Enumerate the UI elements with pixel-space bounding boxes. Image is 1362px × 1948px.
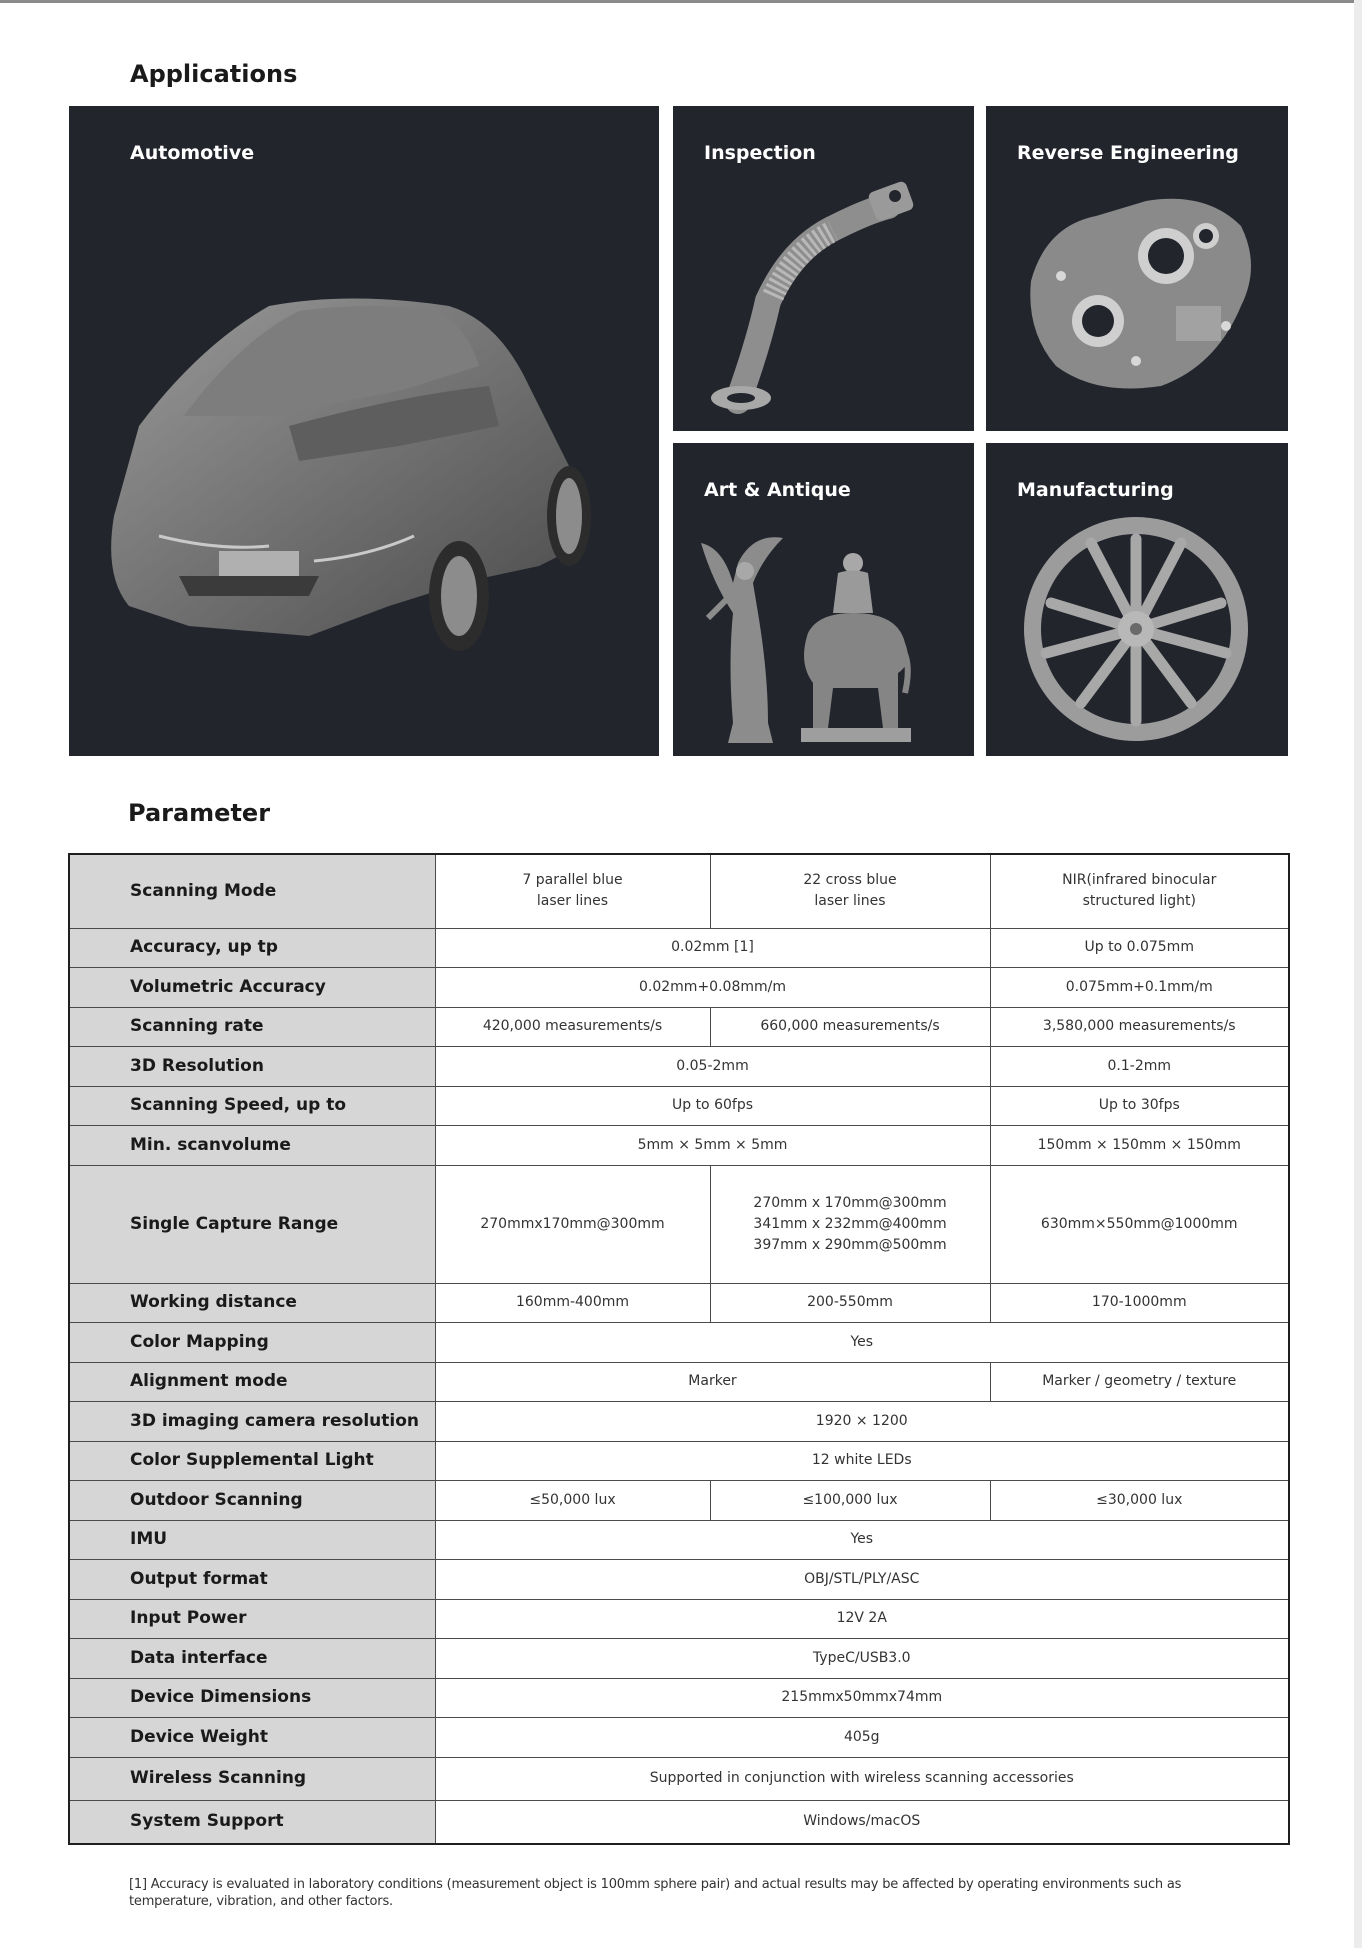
table-row bbox=[69, 1402, 1289, 1442]
param-value: 170-1000mm bbox=[990, 1283, 1289, 1323]
param-value: 3,580,000 measurements/s bbox=[990, 1007, 1289, 1047]
table-row bbox=[69, 1126, 1289, 1166]
statues-scan-image bbox=[673, 443, 974, 756]
table-row bbox=[69, 1441, 1289, 1481]
param-name: IMU bbox=[69, 1520, 435, 1560]
param-name: Input Power bbox=[69, 1599, 435, 1639]
param-value: 215mmx50mmx74mm bbox=[435, 1678, 1289, 1718]
param-name: System Support bbox=[69, 1800, 435, 1844]
param-value: Yes bbox=[435, 1520, 1289, 1560]
top-border bbox=[0, 0, 1354, 3]
param-value: 1920 × 1200 bbox=[435, 1402, 1289, 1442]
param-value: Up to 30fps bbox=[990, 1086, 1289, 1126]
param-name: Volumetric Accuracy bbox=[69, 968, 435, 1008]
table-row bbox=[69, 854, 1289, 928]
param-value: 150mm × 150mm × 150mm bbox=[990, 1126, 1289, 1166]
param-value: Yes bbox=[435, 1323, 1289, 1363]
param-value: 12 white LEDs bbox=[435, 1441, 1289, 1481]
param-name: 3D Resolution bbox=[69, 1047, 435, 1087]
card-label: Manufacturing bbox=[1017, 479, 1174, 501]
table-row bbox=[69, 1007, 1289, 1047]
param-value: 0.02mm+0.08mm/m bbox=[435, 968, 990, 1008]
param-name: 3D imaging camera resolution bbox=[69, 1402, 435, 1442]
param-value: 660,000 measurements/s bbox=[710, 1007, 990, 1047]
param-name: Color Supplemental Light bbox=[69, 1441, 435, 1481]
param-value: TypeC/USB3.0 bbox=[435, 1639, 1289, 1679]
card-label: Automotive bbox=[130, 142, 255, 164]
card-label: Art & Antique bbox=[704, 479, 851, 501]
wheel-scan-image bbox=[986, 443, 1288, 756]
table-row bbox=[69, 1481, 1289, 1521]
table-row bbox=[69, 1047, 1289, 1087]
table-row bbox=[69, 968, 1289, 1008]
pipe-scan-image bbox=[673, 106, 974, 431]
param-name: Min. scanvolume bbox=[69, 1126, 435, 1166]
param-name: Device Weight bbox=[69, 1718, 435, 1758]
param-name: Alignment mode bbox=[69, 1362, 435, 1402]
param-name: Data interface bbox=[69, 1639, 435, 1679]
table-row bbox=[69, 1678, 1289, 1718]
param-value: 270mmx170mm@300mm bbox=[435, 1165, 710, 1283]
car-scan-image bbox=[69, 106, 659, 756]
application-card-automotive bbox=[69, 106, 659, 756]
param-value: ≤50,000 lux bbox=[435, 1481, 710, 1521]
application-card-inspection bbox=[673, 106, 974, 431]
table-row bbox=[69, 1086, 1289, 1126]
param-name: Single Capture Range bbox=[69, 1165, 435, 1283]
param-name: Outdoor Scanning bbox=[69, 1481, 435, 1521]
param-name: Scanning Speed, up to bbox=[69, 1086, 435, 1126]
param-value: NIR(infrared binocular structured light) bbox=[990, 854, 1289, 928]
param-value: OBJ/STL/PLY/ASC bbox=[435, 1560, 1289, 1600]
param-name: Working distance bbox=[69, 1283, 435, 1323]
application-card-reverse-engineering bbox=[986, 106, 1288, 431]
param-value: ≤100,000 lux bbox=[710, 1481, 990, 1521]
table-row bbox=[69, 1560, 1289, 1600]
param-name: Accuracy, up tp bbox=[69, 928, 435, 968]
table-row bbox=[69, 928, 1289, 968]
param-name: Scanning rate bbox=[69, 1007, 435, 1047]
applications-title: Applications bbox=[130, 60, 298, 88]
table-row bbox=[69, 1283, 1289, 1323]
param-value: 420,000 measurements/s bbox=[435, 1007, 710, 1047]
param-name: Output format bbox=[69, 1560, 435, 1600]
param-value: 630mm×550mm@1000mm bbox=[990, 1165, 1289, 1283]
param-value: 160mm-400mm bbox=[435, 1283, 710, 1323]
param-value: 270mm x 170mm@300mm 341mm x 232mm@400mm 397mm x 290mm@500mm bbox=[710, 1165, 990, 1283]
param-name: Color Mapping bbox=[69, 1323, 435, 1363]
table-row bbox=[69, 1639, 1289, 1679]
table-row bbox=[69, 1718, 1289, 1758]
table-row bbox=[69, 1800, 1289, 1844]
param-value: Marker / geometry / texture bbox=[990, 1362, 1289, 1402]
table-row bbox=[69, 1520, 1289, 1560]
param-value: 0.02mm [1] bbox=[435, 928, 990, 968]
param-value: 405g bbox=[435, 1718, 1289, 1758]
parameter-table bbox=[68, 853, 1290, 1845]
param-value: Windows/macOS bbox=[435, 1800, 1289, 1844]
card-label: Reverse Engineering bbox=[1017, 142, 1239, 164]
param-name: Wireless Scanning bbox=[69, 1757, 435, 1800]
param-value: 22 cross blue laser lines bbox=[710, 854, 990, 928]
parameter-title: Parameter bbox=[128, 799, 271, 827]
param-value: Marker bbox=[435, 1362, 990, 1402]
table-row bbox=[69, 1599, 1289, 1639]
table-row bbox=[69, 1757, 1289, 1800]
table-row bbox=[69, 1323, 1289, 1363]
scrollbar-track[interactable] bbox=[1354, 0, 1362, 1948]
table-row bbox=[69, 1165, 1289, 1283]
param-value: 7 parallel blue laser lines bbox=[435, 854, 710, 928]
param-value: 0.075mm+0.1mm/m bbox=[990, 968, 1289, 1008]
param-value: 12V 2A bbox=[435, 1599, 1289, 1639]
table-row bbox=[69, 1362, 1289, 1402]
param-value: 0.05-2mm bbox=[435, 1047, 990, 1087]
application-card-manufacturing bbox=[986, 443, 1288, 756]
param-value: 0.1-2mm bbox=[990, 1047, 1289, 1087]
card-label: Inspection bbox=[704, 142, 816, 164]
param-value: Up to 60fps bbox=[435, 1086, 990, 1126]
param-value: ≤30,000 lux bbox=[990, 1481, 1289, 1521]
param-name: Device Dimensions bbox=[69, 1678, 435, 1718]
param-value: Up to 0.075mm bbox=[990, 928, 1289, 968]
param-value: Supported in conjunction with wireless scanning accessories bbox=[435, 1757, 1289, 1800]
housing-scan-image bbox=[986, 106, 1288, 431]
param-value: 200-550mm bbox=[710, 1283, 990, 1323]
accuracy-footnote: [1] Accuracy is evaluated in laboratory conditions (measurement object is 100mm sphere pair) and actual results may be affected by operating environments such as temperature, vibration, and other factors. bbox=[129, 1877, 1182, 1909]
param-value: 5mm × 5mm × 5mm bbox=[435, 1126, 990, 1166]
param-name: Scanning Mode bbox=[69, 854, 435, 928]
application-card-art-antique bbox=[673, 443, 974, 756]
